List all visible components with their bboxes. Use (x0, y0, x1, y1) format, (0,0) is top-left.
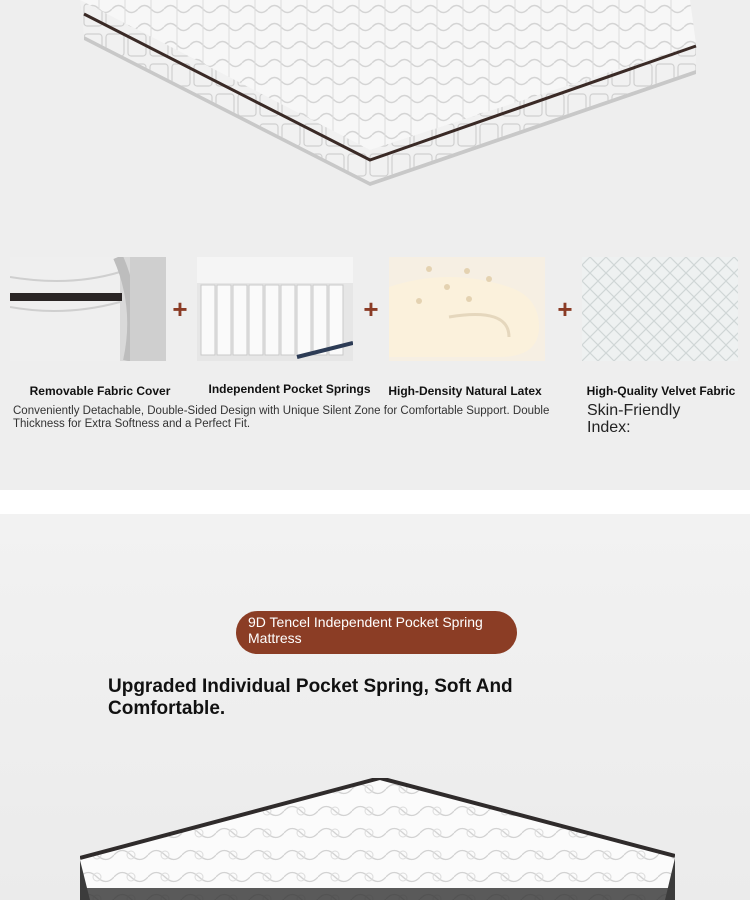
product-badge: 9D Tencel Independent Pocket Spring Mattress (236, 611, 517, 654)
skin-friendly-index-label: Skin-Friendly Index: (587, 402, 681, 436)
feature-description: Conveniently Detachable, Double-Sided Design with Unique Silent Zone for Comfortable Support. Double Thickness for Extra Softness and a Perfect Fit. (13, 405, 550, 430)
plus-sign: + (172, 294, 188, 324)
feature-label-fabric-cover: Removable Fabric Cover (29, 384, 171, 398)
feature-image-latex (389, 257, 545, 361)
plus-sign: + (363, 294, 379, 324)
feature-label-pocket-springs: Independent Pocket Springs (208, 382, 371, 396)
feature-image-velvet-fabric (582, 257, 738, 361)
mattress-bottom-image (80, 778, 675, 900)
plus-sign: + (557, 294, 573, 324)
product-headline: Upgraded Individual Pocket Spring, Soft And Comfortable. (108, 676, 513, 719)
feature-image-fabric-cover (10, 257, 166, 361)
section-divider (0, 490, 750, 514)
feature-label-latex: High-Density Natural Latex (388, 384, 542, 398)
mattress-top-image (60, 0, 720, 190)
feature-image-pocket-springs (197, 257, 353, 361)
feature-label-velvet-fabric: High-Quality Velvet Fabric (586, 384, 736, 398)
